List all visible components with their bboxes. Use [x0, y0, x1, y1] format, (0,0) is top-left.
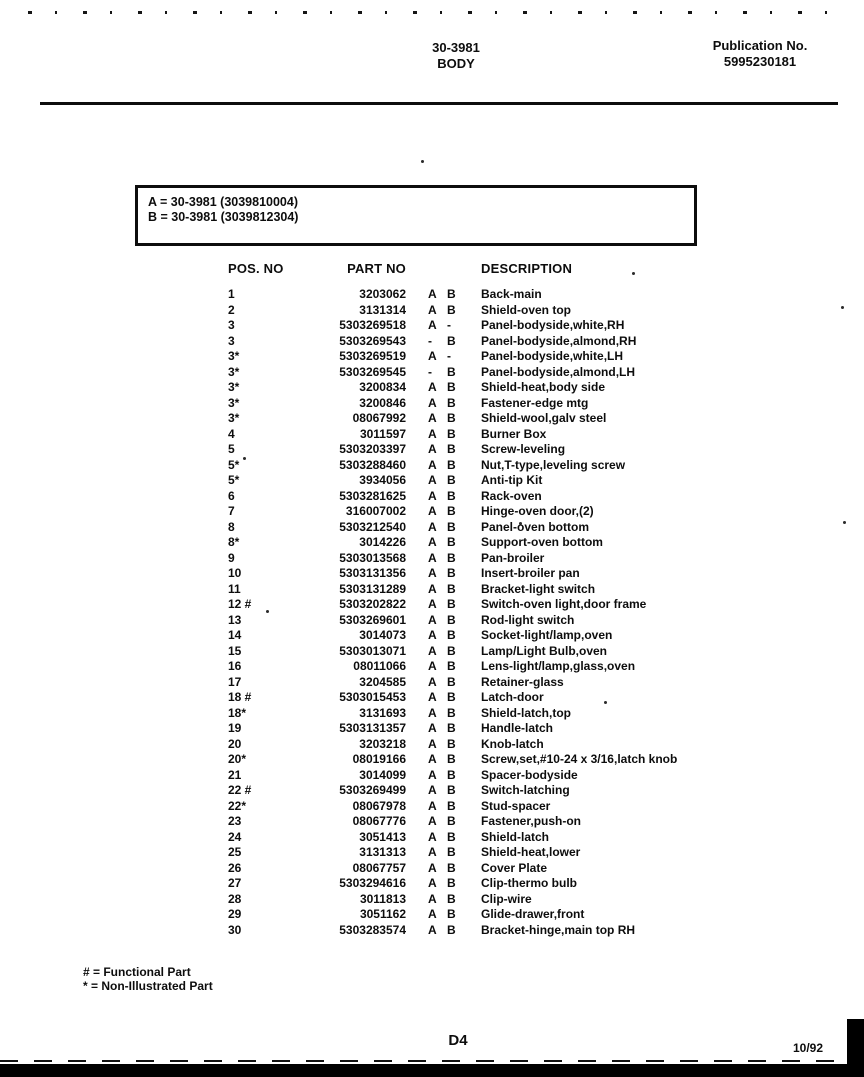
table-row — [228, 628, 788, 644]
table-row — [228, 473, 788, 489]
model-a-cell: A — [428, 349, 437, 363]
pos-no-cell: 18* — [228, 705, 247, 720]
pos-no-cell: 20 — [228, 736, 242, 751]
part-no-cell: 5303131356 — [339, 566, 406, 580]
model-b-cell: B — [447, 597, 456, 611]
pos-no-cell: 3 — [228, 333, 235, 348]
part-no-cell: 08067757 — [352, 860, 406, 875]
part-no-cell: 3200846 — [359, 395, 406, 410]
part-no-cell: 3934056 — [359, 473, 406, 487]
pos-no-cell: 3* — [228, 411, 240, 425]
model-b-cell: B — [447, 798, 456, 813]
pos-no-cell: 11 — [228, 581, 241, 596]
description-cell: Bracket-light switch — [481, 581, 596, 596]
model-b-cell: B — [447, 488, 456, 503]
description-cell: Panel-oven bottom — [481, 519, 590, 534]
description-cell: Anti-tip Kit — [481, 473, 543, 487]
model-b-cell: B — [447, 411, 456, 425]
model-a-cell: A — [428, 597, 437, 611]
pos-no-cell: 9 — [228, 550, 235, 565]
model-b-cell: B — [447, 612, 456, 627]
part-no-cell: 3011597 — [359, 426, 406, 441]
pos-no-cell: 30 — [228, 922, 242, 937]
model-b-cell: B — [447, 287, 456, 301]
model-a-cell: A — [428, 442, 437, 456]
table-row — [228, 411, 788, 427]
pos-no-cell: 24 — [228, 829, 242, 844]
description-cell: Socket-light/lamp,oven — [481, 628, 613, 642]
model-a-cell: A — [428, 318, 437, 332]
part-no-cell: 08067776 — [352, 814, 406, 828]
part-no-cell: 3051413 — [359, 829, 406, 844]
description-cell: Knob-latch — [481, 736, 544, 751]
model-a-cell: A — [428, 457, 437, 472]
model-b-cell: B — [447, 876, 456, 890]
pos-no-cell: 17 — [228, 674, 242, 689]
model-b-cell: B — [447, 550, 456, 565]
model-a-cell: A — [428, 798, 437, 813]
pos-no-cell: 10 — [228, 566, 242, 580]
model-b-cell: B — [447, 504, 456, 518]
pos-no-cell: 25 — [228, 845, 242, 859]
pos-no-cell: 20* — [228, 752, 247, 766]
col-header-spacer-a — [428, 261, 447, 276]
pos-no-cell: 23 — [228, 814, 242, 828]
part-no-cell: 3014099 — [359, 767, 406, 782]
model-a-cell: - — [428, 364, 432, 379]
footnote-functional: # = Functional Part — [83, 965, 191, 979]
table-row — [228, 845, 788, 861]
pos-no-cell: 26 — [228, 860, 242, 875]
model-b-cell: B — [447, 891, 456, 906]
pos-no-cell: 16 — [228, 659, 242, 673]
pos-no-cell: 27 — [228, 876, 242, 890]
description-cell: Insert-broiler pan — [481, 566, 580, 580]
table-row — [228, 504, 788, 520]
table-row — [228, 861, 788, 877]
pos-no-cell: 18 # — [228, 690, 252, 704]
description-cell: Clip-wire — [481, 891, 532, 906]
description-cell: Screw,set,#10-24 x 3/16,latch knob — [481, 752, 678, 766]
pos-no-cell: 5 — [228, 442, 235, 456]
part-no-cell: 3131693 — [359, 705, 406, 720]
model-b-cell: B — [447, 752, 456, 766]
pos-no-cell: 21 — [228, 767, 242, 782]
model-a-cell: A — [428, 829, 437, 844]
description-cell: Shield-wool,galv steel — [481, 411, 607, 425]
pos-no-cell: 12 # — [228, 597, 252, 611]
description-cell: Shield-latch,top — [481, 705, 571, 720]
model-a-cell: A — [428, 705, 437, 720]
pos-no-cell: 3* — [228, 364, 240, 379]
table-row — [228, 799, 788, 815]
model-a-cell: A — [428, 814, 437, 828]
table-row — [228, 458, 788, 474]
description-cell: Support-oven bottom — [481, 535, 603, 549]
table-row — [228, 892, 788, 908]
model-b-cell: B — [447, 659, 456, 673]
description-cell: Burner Box — [481, 426, 547, 441]
description-cell: Panel-bodyside,almond,RH — [481, 333, 637, 348]
pos-no-cell: 6 — [228, 488, 235, 503]
col-header-description: DESCRIPTION — [481, 261, 573, 276]
part-no-cell: 5303269518 — [339, 318, 406, 332]
table-row — [228, 442, 788, 458]
part-no-cell: 5303281625 — [339, 488, 406, 503]
description-cell: Fastener,push-on — [481, 814, 582, 828]
part-no-cell: 3204585 — [359, 674, 406, 689]
description-cell: Bracket-hinge,main top RH — [481, 922, 636, 937]
model-b-cell: B — [447, 364, 456, 379]
table-row — [228, 287, 788, 303]
model-b-cell: B — [447, 829, 456, 844]
table-row — [228, 768, 788, 784]
pos-no-cell: 7 — [228, 504, 235, 518]
table-row — [228, 303, 788, 319]
table-row — [228, 721, 788, 737]
description-cell: Handle-latch — [481, 721, 554, 735]
part-no-cell: 3203218 — [359, 736, 406, 751]
pos-no-cell: 2 — [228, 302, 235, 317]
table-row — [228, 644, 788, 660]
publication-label: Publication No. — [712, 38, 808, 53]
model-b-cell: B — [447, 845, 456, 859]
parts-table — [228, 261, 788, 938]
description-cell: Stud-spacer — [481, 798, 551, 813]
part-no-cell: 5303269601 — [339, 612, 406, 627]
col-header-pos-no: POS. NO — [228, 261, 284, 276]
description-cell: Switch-oven light,door frame — [481, 597, 647, 611]
part-no-cell: 3203062 — [359, 287, 406, 301]
page-code: D4 — [448, 1032, 468, 1049]
description-cell: Lens-light/lamp,glass,oven — [481, 659, 636, 673]
model-a-cell: A — [428, 783, 437, 797]
table-row — [228, 706, 788, 722]
pos-no-cell: 3 — [228, 318, 235, 332]
model-a-cell: A — [428, 395, 437, 410]
part-no-cell: 5303269545 — [339, 364, 406, 379]
model-line-a: A = 30-3981 (3039810004) — [148, 195, 298, 209]
scan-noise-dots — [28, 11, 834, 14]
model-b-cell: B — [447, 333, 456, 348]
pos-no-cell: 5* — [228, 457, 240, 472]
description-cell: Pan-broiler — [481, 550, 545, 565]
parts-table-body — [228, 287, 788, 938]
table-row — [228, 396, 788, 412]
part-no-cell: 08067978 — [352, 798, 406, 813]
part-no-cell: 5303294616 — [339, 876, 406, 890]
table-row — [228, 752, 788, 768]
description-cell: Shield-heat,lower — [481, 845, 581, 859]
model-b-cell: - — [447, 349, 451, 363]
model-a-cell: A — [428, 907, 437, 921]
part-no-cell: 08019166 — [352, 752, 406, 766]
pos-no-cell: 8 — [228, 519, 235, 534]
bottom-scan-dashes — [0, 1060, 864, 1062]
part-no-cell: 08011066 — [353, 659, 406, 673]
pos-no-cell: 28 — [228, 891, 242, 906]
pos-no-cell: 22* — [228, 798, 247, 813]
description-cell: Fastener-edge mtg — [481, 395, 589, 410]
description-cell: Switch-latching — [481, 783, 570, 797]
model-b-cell: B — [447, 581, 456, 596]
model-a-cell: A — [428, 287, 437, 301]
part-no-cell: 5303202822 — [339, 597, 406, 611]
model-a-cell: A — [428, 643, 437, 658]
part-no-cell: 316007002 — [345, 504, 406, 518]
model-a-cell: A — [428, 550, 437, 565]
part-no-cell: 5303015453 — [339, 690, 406, 704]
pos-no-cell: 4 — [228, 426, 235, 441]
model-a-cell: A — [428, 628, 437, 642]
model-b-cell: B — [447, 690, 456, 704]
model-a-cell: A — [428, 891, 437, 906]
model-b-cell: B — [447, 519, 456, 534]
table-row — [228, 582, 788, 598]
part-no-cell: 3011813 — [359, 891, 406, 906]
pos-no-cell: 5* — [228, 473, 240, 487]
model-b-cell: B — [447, 473, 456, 487]
part-no-cell: 5303013071 — [339, 643, 406, 658]
part-no-cell: 3051162 — [359, 907, 406, 921]
part-no-cell: 08067992 — [352, 411, 406, 425]
model-line-b: B = 30-3981 (3039812304) — [148, 210, 299, 224]
corner-scan-bar — [847, 1019, 864, 1077]
table-row — [228, 675, 788, 691]
model-b-cell: B — [447, 457, 456, 472]
description-cell: Nut,T-type,leveling screw — [481, 457, 626, 472]
model-a-cell: A — [428, 426, 437, 441]
description-cell: Glide-drawer,front — [481, 907, 585, 921]
table-row — [228, 783, 788, 799]
model-a-cell: - — [428, 333, 432, 348]
model-a-cell: A — [428, 922, 437, 937]
table-row — [228, 380, 788, 396]
model-a-cell: A — [428, 302, 437, 317]
model-b-cell: B — [447, 426, 456, 441]
part-no-cell: 3131313 — [359, 845, 406, 859]
part-no-cell: 5303212540 — [339, 519, 406, 534]
pos-no-cell: 13 — [228, 612, 242, 627]
description-cell: Back-main — [481, 287, 542, 301]
table-row — [228, 613, 788, 629]
header-rule — [40, 102, 838, 105]
part-no-cell: 5303131289 — [339, 581, 406, 596]
description-cell: Clip-thermo bulb — [481, 876, 577, 890]
description-cell: Latch-door — [481, 690, 544, 704]
model-a-cell: A — [428, 380, 437, 394]
table-row — [228, 535, 788, 551]
model-a-cell: A — [428, 674, 437, 689]
model-b-cell: - — [447, 318, 451, 332]
footnote-non-illustrated: * = Non-Illustrated Part — [83, 978, 213, 993]
table-row — [228, 923, 788, 939]
model-a-cell: A — [428, 876, 437, 890]
table-row — [228, 814, 788, 830]
date-code: 10/92 — [793, 1041, 824, 1055]
table-row — [228, 597, 788, 613]
model-a-cell: A — [428, 488, 437, 503]
model-b-cell: B — [447, 674, 456, 689]
part-no-cell: 3200834 — [359, 380, 406, 394]
bottom-scan-bar — [0, 1064, 864, 1077]
model-a-cell: A — [428, 690, 437, 704]
model-b-cell: B — [447, 814, 456, 828]
model-a-cell: A — [428, 504, 437, 518]
part-no-cell: 5303269543 — [339, 333, 406, 348]
description-cell: Shield-oven top — [481, 302, 571, 317]
model-a-cell: A — [428, 581, 437, 596]
description-cell: Cover Plate — [481, 860, 548, 875]
pos-no-cell: 3* — [228, 395, 240, 410]
model-b-cell: B — [447, 767, 456, 782]
model-a-cell: A — [428, 519, 437, 534]
parts-table-header — [228, 261, 788, 276]
table-row — [228, 318, 788, 334]
model-a-cell: A — [428, 473, 437, 487]
model-b-cell: B — [447, 302, 456, 317]
publication-number: 5995230181 — [723, 54, 797, 69]
model-key-box — [135, 185, 697, 246]
table-row — [228, 876, 788, 892]
model-b-cell: B — [447, 566, 456, 580]
description-cell: Panel-bodyside,white,LH — [481, 349, 624, 363]
footnote-legend — [83, 966, 213, 993]
table-row — [228, 566, 788, 582]
doc-section: BODY — [437, 56, 475, 71]
part-no-cell: 3014226 — [359, 535, 406, 549]
model-b-cell: B — [447, 783, 456, 797]
model-b-cell: B — [447, 442, 456, 456]
pos-no-cell: 29 — [228, 907, 242, 921]
col-header-spacer-b — [447, 261, 463, 276]
description-cell: Rack-oven — [481, 488, 542, 503]
table-row — [228, 907, 788, 923]
part-no-cell: 5303203397 — [339, 442, 406, 456]
part-no-cell: 3014073 — [359, 628, 406, 642]
pos-no-cell: 14 — [228, 628, 242, 642]
table-row — [228, 830, 788, 846]
model-a-cell: A — [428, 860, 437, 875]
table-row — [228, 427, 788, 443]
table-row — [228, 551, 788, 567]
model-b-cell: B — [447, 907, 456, 921]
pos-no-cell: 8* — [228, 535, 240, 549]
table-row — [228, 365, 788, 381]
description-cell: Spacer-bodyside — [481, 767, 578, 782]
part-no-cell: 5303131357 — [339, 721, 406, 735]
model-a-cell: A — [428, 411, 437, 425]
table-row — [228, 489, 788, 505]
model-b-cell: B — [447, 736, 456, 751]
pos-no-cell: 19 — [228, 721, 242, 735]
model-b-cell: B — [447, 380, 456, 394]
table-row — [228, 334, 788, 350]
model-a-cell: A — [428, 767, 437, 782]
table-row — [228, 690, 788, 706]
part-no-cell: 5303283574 — [339, 922, 406, 937]
description-cell: Shield-latch — [481, 829, 550, 844]
publication-block — [705, 38, 815, 70]
description-cell: Rod-light switch — [481, 612, 575, 627]
model-b-cell: B — [447, 721, 456, 735]
description-cell: Retainer-glass — [481, 674, 564, 689]
table-row — [228, 520, 788, 536]
pos-no-cell: 3* — [228, 349, 240, 363]
model-a-cell: A — [428, 752, 437, 766]
part-no-cell: 5303269519 — [339, 349, 406, 363]
model-a-cell: A — [428, 612, 437, 627]
description-cell: Screw-leveling — [481, 442, 566, 456]
model-b-cell: B — [447, 860, 456, 875]
table-row — [228, 349, 788, 365]
part-no-cell: 5303013568 — [339, 550, 406, 565]
description-cell: Shield-heat,body side — [481, 380, 606, 394]
document-title — [432, 40, 480, 72]
description-cell: Lamp/Light Bulb,oven — [481, 643, 607, 658]
model-b-cell: B — [447, 922, 456, 937]
table-row — [228, 659, 788, 675]
model-a-cell: A — [428, 845, 437, 859]
part-no-cell: 5303288460 — [339, 457, 406, 472]
pos-no-cell: 1 — [228, 287, 235, 301]
model-a-cell: A — [428, 736, 437, 751]
model-a-cell: A — [428, 721, 437, 735]
description-cell: Hinge-oven door,(2) — [481, 504, 594, 518]
description-cell: Panel-bodyside,white,RH — [481, 318, 625, 332]
model-a-cell: A — [428, 535, 437, 549]
model-a-cell: A — [428, 566, 437, 580]
part-no-cell: 5303269499 — [339, 783, 406, 797]
doc-number: 30-3981 — [432, 40, 480, 55]
model-a-cell: A — [428, 659, 437, 673]
model-b-cell: B — [447, 705, 456, 720]
model-b-cell: B — [447, 628, 456, 642]
pos-no-cell: 3* — [228, 380, 240, 394]
model-b-cell: B — [447, 535, 456, 549]
col-header-part-no: PART NO — [347, 261, 406, 276]
pos-no-cell: 22 # — [228, 783, 252, 797]
pos-no-cell: 15 — [228, 643, 242, 658]
table-row — [228, 737, 788, 753]
model-b-cell: B — [447, 643, 456, 658]
description-cell: Panel-bodyside,almond,LH — [481, 364, 636, 379]
part-no-cell: 3131314 — [359, 302, 406, 317]
model-b-cell: B — [447, 395, 456, 410]
